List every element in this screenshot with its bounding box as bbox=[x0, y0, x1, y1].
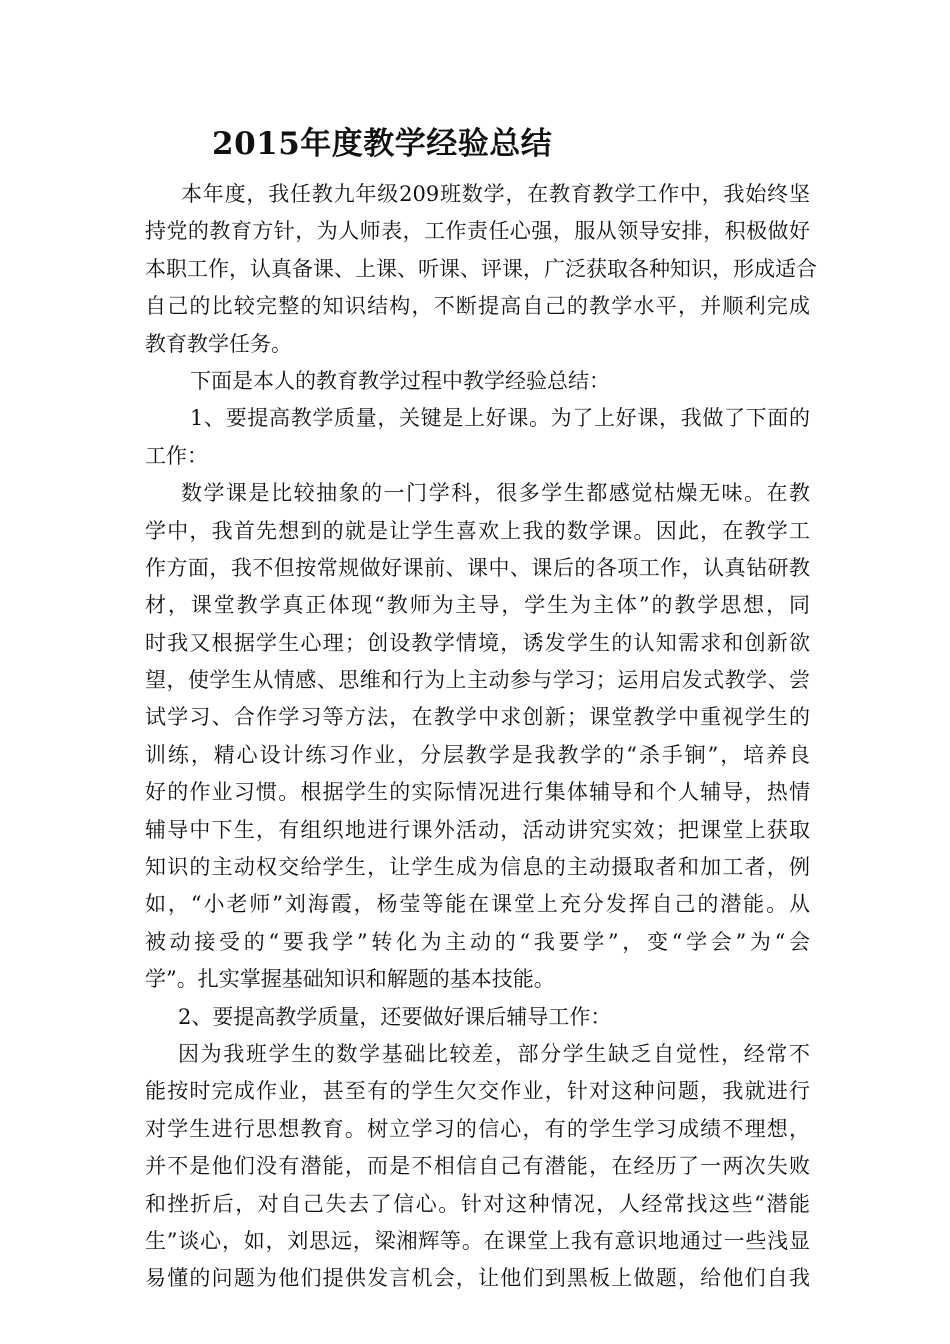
paragraph-line: 1、要提高教学质量，关键是上好课。为了上好课，我做了下面的 bbox=[190, 406, 810, 431]
paragraph-line: 教育教学任务。 bbox=[145, 331, 292, 356]
paragraph-line: 被动接受的“要我学”转化为主动的“我要学”，变“学会”为“会 bbox=[145, 929, 810, 954]
document-body bbox=[145, 176, 817, 1298]
paragraph-line: 持党的教育方针，为人师表，工作责任心强，服从领导安排，积极做好 bbox=[145, 219, 810, 244]
paragraph-line: 下面是本人的教育教学过程中教学经验总结： bbox=[190, 368, 610, 393]
paragraph-line: 试学习、合作学习等方法，在教学中求创新；课堂教学中重视学生的 bbox=[145, 705, 810, 730]
paragraph-line: 数学课是比较抽象的一门学科，很多学生都感觉枯燥无味。在教 bbox=[181, 481, 810, 506]
paragraph-line: 训练，精心设计练习作业，分层教学是我教学的“杀手锏”，培养良 bbox=[145, 742, 810, 767]
paragraph-line: 望，使学生从情感、思维和行为上主动参与学习；运用启发式教学、尝 bbox=[145, 668, 810, 693]
paragraph-line: 作方面，我不但按常规做好课前、课中、课后的各项工作，认真钻研教 bbox=[145, 555, 810, 580]
paragraph-line: 本年度，我任教九年级209班数学，在教育教学工作中，我始终坚 bbox=[181, 182, 810, 206]
paragraph-line: 好的作业习惯。根据学生的实际情况进行集体辅导和个人辅导，热情 bbox=[145, 780, 810, 805]
paragraph-line: 因为我班学生的数学基础比较差，部分学生缺乏自觉性，经常不 bbox=[178, 1041, 810, 1066]
paragraph-line: 知识的主动权交给学生，让学生成为信息的主动摄取者和加工者，例 bbox=[145, 855, 810, 880]
paragraph-line: 2、要提高教学质量，还要做好课后辅导工作： bbox=[178, 1004, 612, 1029]
paragraph-line: 本职工作，认真备课、上课、听课、评课，广泛获取各种知识，形成适合 bbox=[145, 256, 817, 281]
paragraph-line: 工作： bbox=[145, 443, 208, 468]
paragraph-line: 和挫折后，对自己失去了信心。针对这种情况，人经常找这些“潜能 bbox=[145, 1191, 810, 1216]
paragraph-line: 能按时完成作业，甚至有的学生欠交作业，针对这种问题，我就进行 bbox=[145, 1079, 810, 1104]
paragraph-line: 生”谈心，如，刘思远，梁湘辉等。在课堂上我有意识地通过一些浅显 bbox=[145, 1228, 810, 1253]
paragraph-line: 学”。扎实掌握基础知识和解题的基本技能。 bbox=[145, 967, 555, 992]
paragraph-line: 学中，我首先想到的就是让学生喜欢上我的数学课。因此，在教学工 bbox=[145, 518, 810, 543]
paragraph-line: 对学生进行思想教育。树立学习的信心，有的学生学习成绩不理想， bbox=[145, 1116, 810, 1141]
paragraph-line: 材，课堂教学真正体现“教师为主导，学生为主体”的教学思想，同 bbox=[145, 593, 810, 618]
paragraph-line: 辅导中下生，有组织地进行课外活动，活动讲究实效；把课堂上获取 bbox=[145, 817, 810, 842]
paragraph-line: 如，“小老师”刘海霞，杨莹等能在课堂上充分发挥自己的潜能。从 bbox=[145, 892, 810, 917]
paragraph-line: 自己的比较完整的知识结构，不断提高自己的教学水平，并顺利完成 bbox=[145, 294, 810, 319]
paragraph-line: 并不是他们没有潜能，而是不相信自己有潜能，在经历了一两次失败 bbox=[145, 1154, 810, 1179]
document-title: 2015年度教学经验总结 bbox=[212, 126, 553, 162]
paragraph-line: 易懂的问题为他们提供发言机会，让他们到黑板上做题，给他们自我 bbox=[145, 1266, 810, 1291]
paragraph-line: 时我又根据学生心理；创设教学情境，诱发学生的认知需求和创新欲 bbox=[145, 630, 810, 655]
